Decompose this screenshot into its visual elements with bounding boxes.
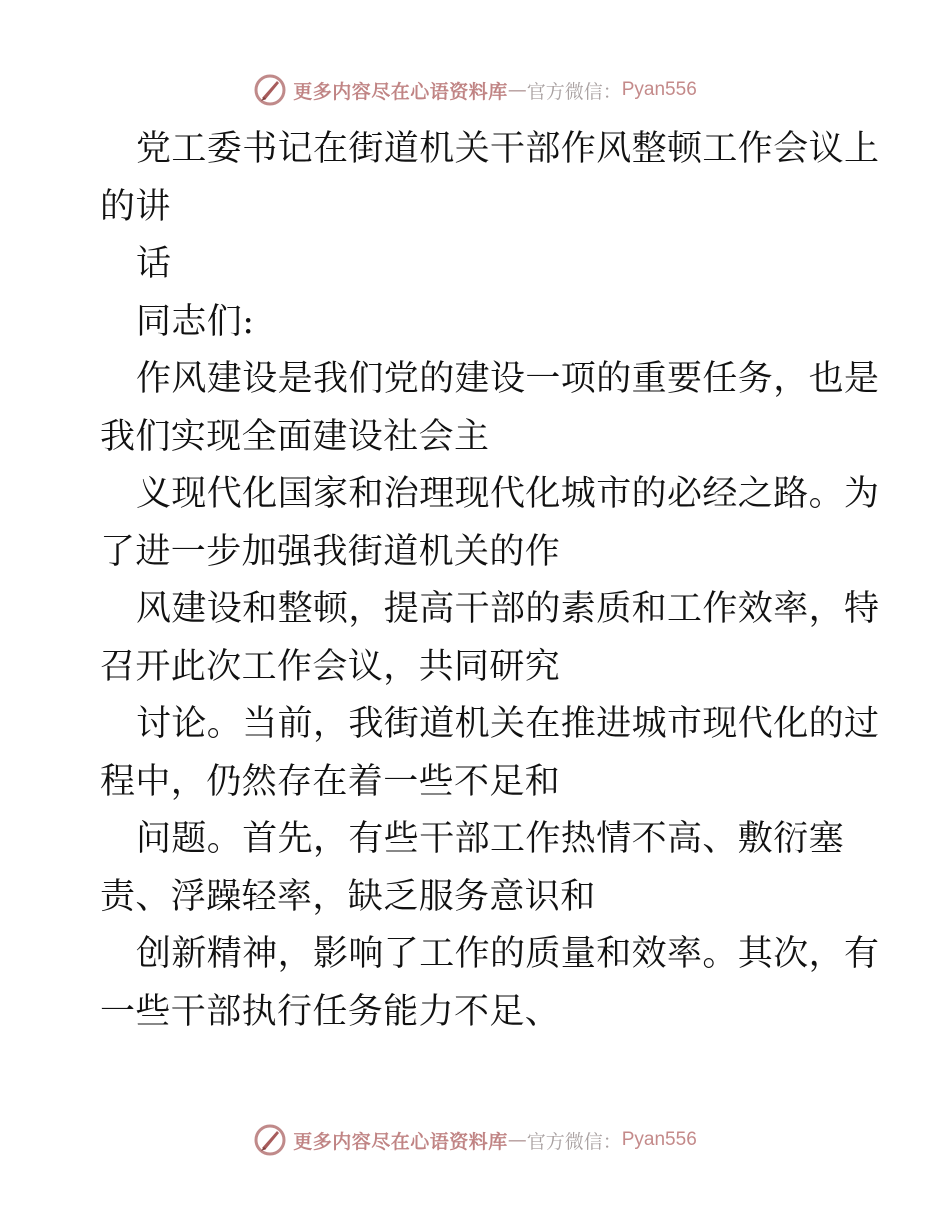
document-body [100,121,880,1041]
watermark-separator: — [507,1129,527,1151]
paragraph-line: 程中，仍然存在着一些不足和 [100,761,561,802]
watermark-wechat-id: Pyan556 [621,79,697,100]
paragraph-line: 责、浮躁轻率，缺乏服务意识和 [100,876,596,917]
salutation: 同志们: [136,301,255,342]
paragraph-line: 创新精神，影响了工作的质量和效率。其次，有 [136,934,880,974]
paragraph-line: 义现代化国家和治理现代化城市的必经之路。为 [136,474,880,514]
watermark-wechat-label: 官方微信： [526,1130,622,1153]
paragraph-line: 召开此次工作会议，共同研究 [100,646,561,687]
watermark-wechat-label: 官方微信： [526,80,622,103]
paragraph-line: 了进一步加强我街道机关的作 [100,531,561,572]
header-watermark [0,70,950,110]
paragraph-line: 作风建设是我们党的建设一项的重要任务，也是 [136,359,880,399]
paragraph-line: 问题。首先，有些干部工作热情不高、敷衍塞 [136,819,845,859]
watermark-separator: — [507,79,527,101]
title-line-3: 话 [136,244,172,284]
paragraph-line: 讨论。当前，我街道机关在推进城市现代化的过 [136,704,880,744]
watermark-main-text: 更多内容尽在心语资料库 [293,80,508,103]
paragraph-line: 一些干部执行任务能力不足、 [100,991,561,1032]
paragraph-line: 我们实现全面建设社会主 [100,416,490,457]
footer-watermark [0,1120,950,1160]
title-line-2: 的讲 [100,186,171,227]
quill-logo-icon [253,73,287,107]
title-line-1: 党工委书记在街道机关干部作风整顿工作会议上 [136,129,880,169]
paragraph-line: 风建设和整顿，提高干部的素质和工作效率，特 [136,589,880,629]
quill-logo-icon [253,1123,287,1157]
watermark-main-text: 更多内容尽在心语资料库 [293,1130,508,1153]
watermark-wechat-id: Pyan556 [621,1129,697,1150]
